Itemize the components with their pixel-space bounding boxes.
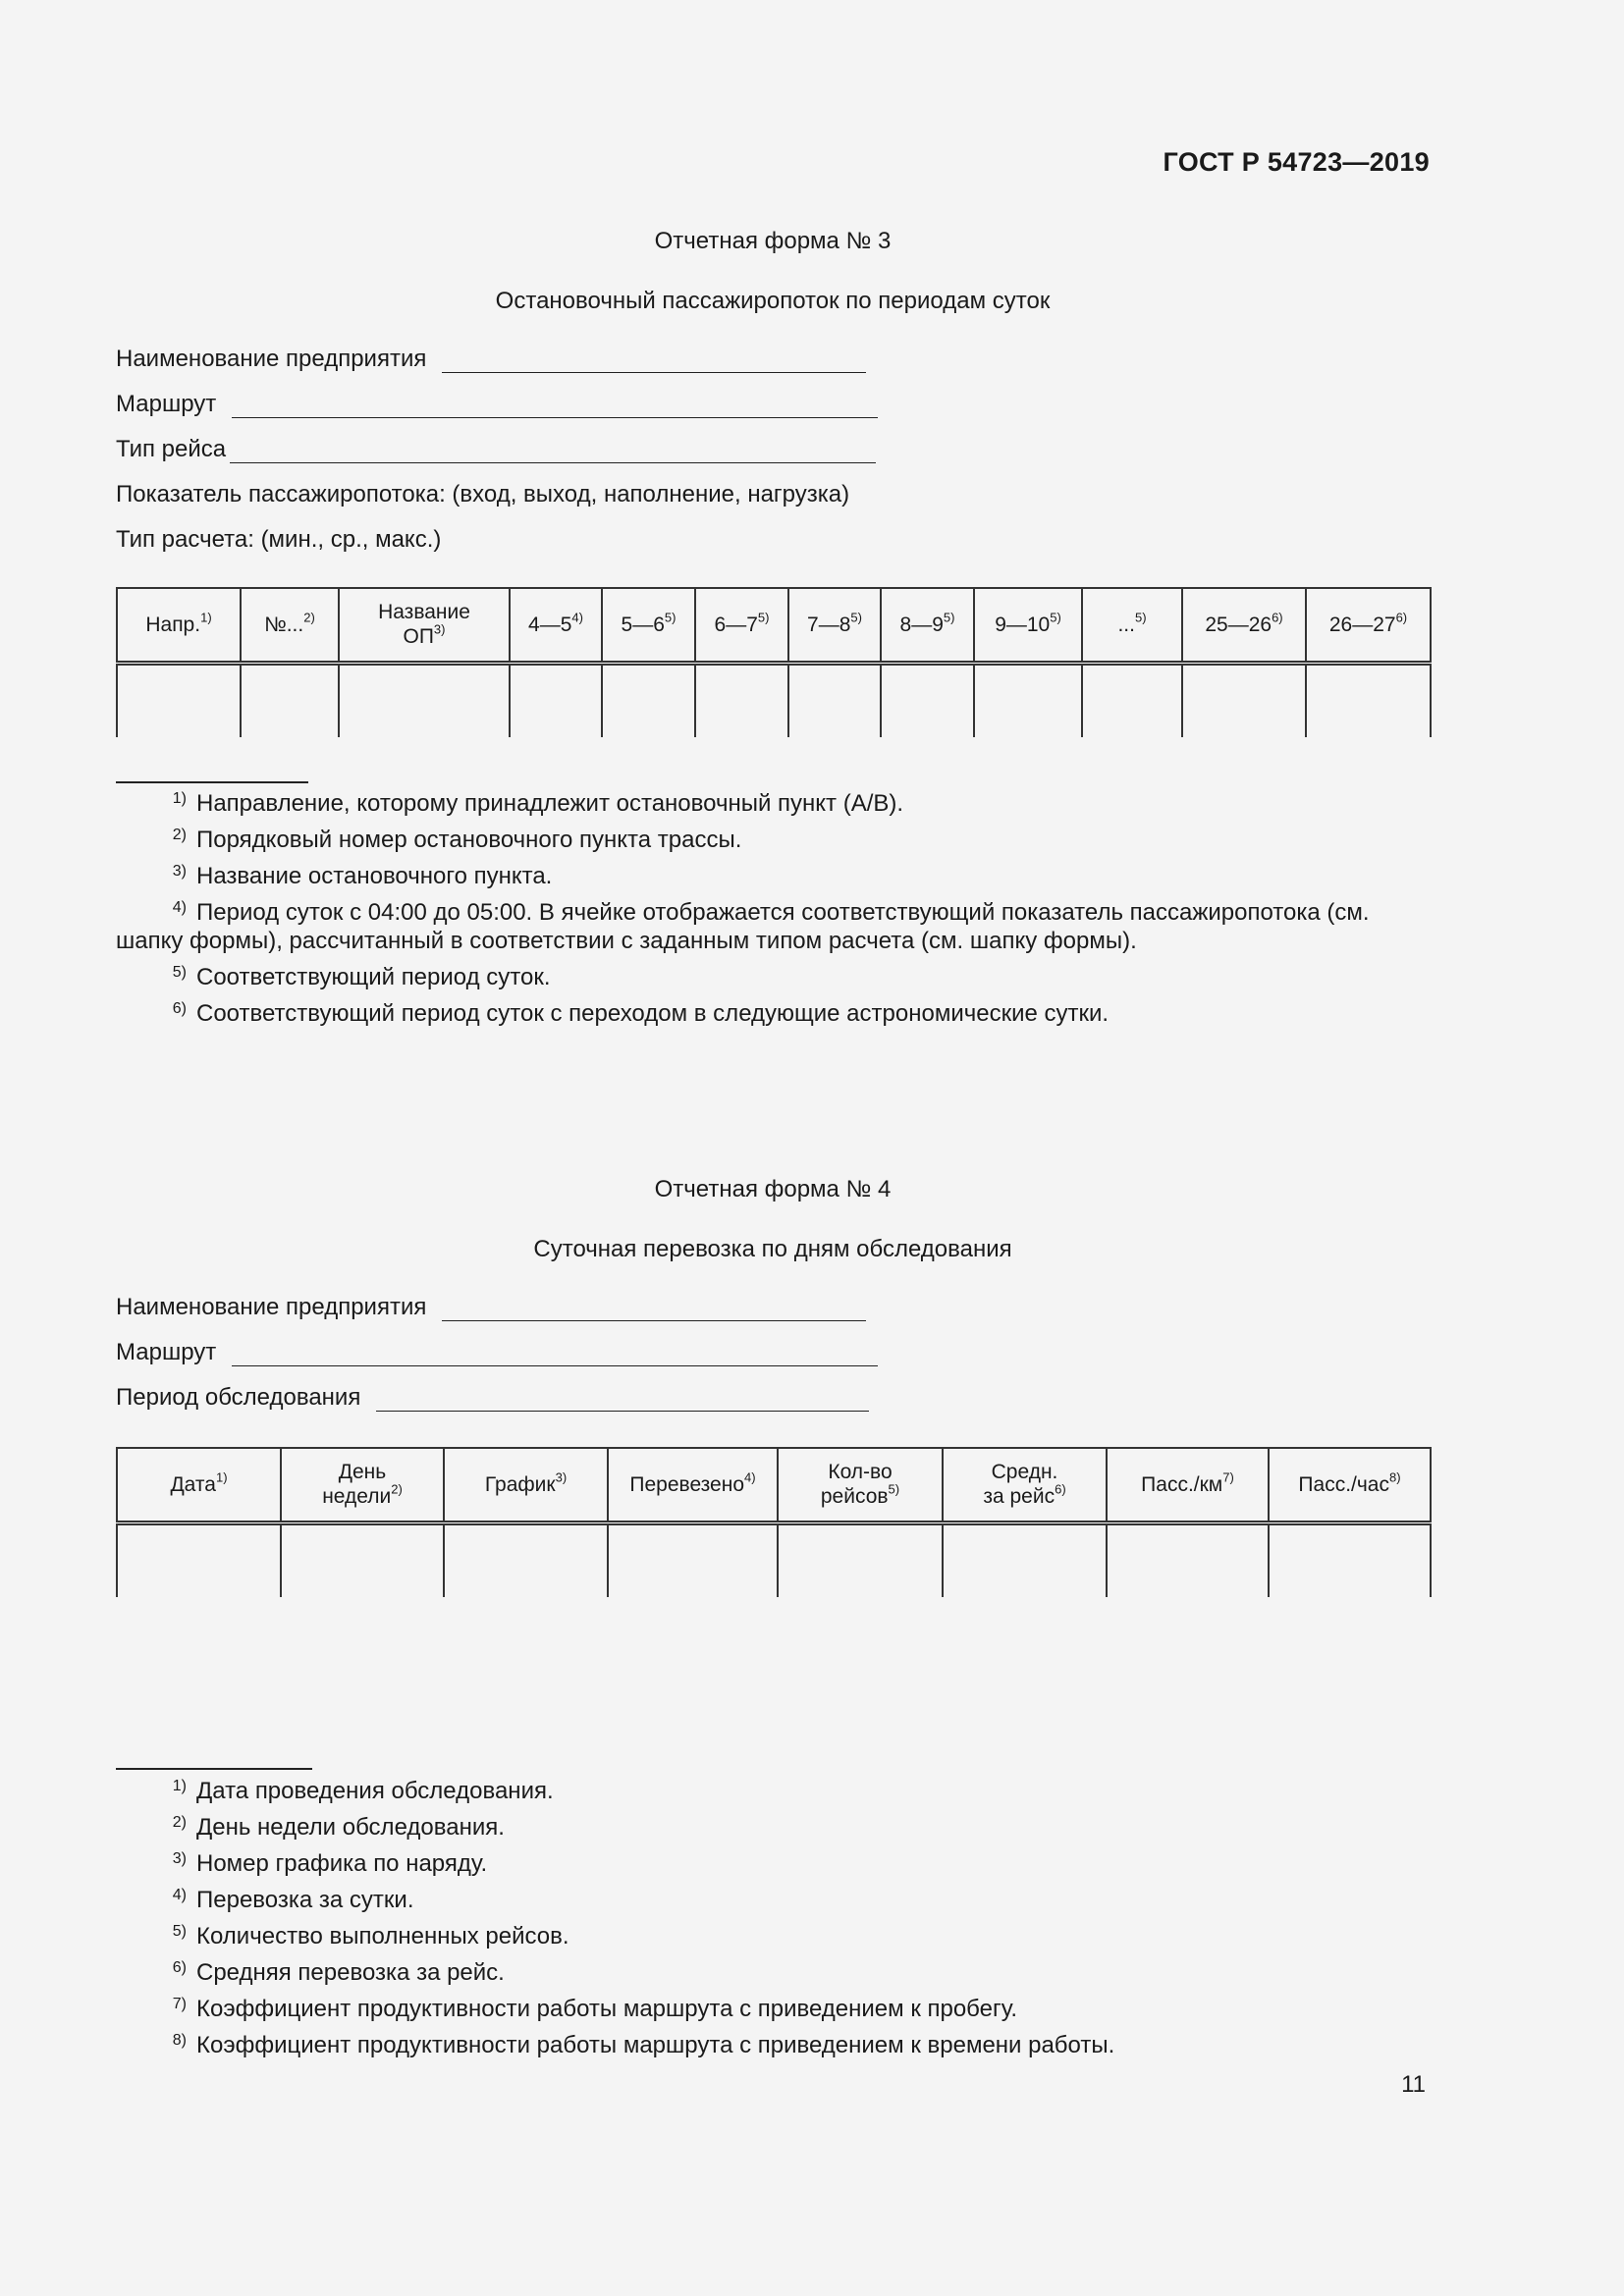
form3-route-field xyxy=(116,391,878,418)
footnote-item: $^{7)}$ Коэффициент продуктивности работы маршрута с приведением к пробегу. xyxy=(172,1996,1018,2022)
footnote-item: $^{6)}$ Средняя перевозка за рейс. xyxy=(172,1959,505,1986)
table-cell xyxy=(339,663,510,737)
table-cell xyxy=(778,1522,943,1597)
table-cell xyxy=(1269,1522,1431,1597)
table-cell xyxy=(444,1522,608,1597)
table-cell xyxy=(602,663,695,737)
col-header-pass-per-hour: Пасс./час$^{8)}$ xyxy=(1269,1448,1431,1522)
table-cell xyxy=(695,663,788,737)
col-header-trips-count: Кол-во рейсов$^{5)}$ xyxy=(778,1448,943,1522)
form3-indicator-line: Показатель пассажиропотока: (вход, выход, наполнение, нагрузка) xyxy=(116,481,850,507)
footnote-item: $^{3)}$ Номер графика по наряду. xyxy=(172,1850,488,1877)
form4-enterprise-field xyxy=(116,1294,866,1321)
fill-line xyxy=(232,1344,878,1366)
table-cell xyxy=(510,663,602,737)
table-cell xyxy=(1182,663,1306,737)
fill-line xyxy=(442,350,866,373)
col-header-period-8-9: 8—9$^{5)}$ xyxy=(881,588,974,663)
field-label: Маршрут xyxy=(116,391,217,417)
footnote-item: $^{1)}$ Направление, которому принадлежит остановочный пункт (А/В). xyxy=(172,790,904,817)
footnote-item: $^{5)}$ Соответствующий период суток. xyxy=(172,964,551,990)
footnote-item: $^{2)}$ День недели обследования. xyxy=(172,1814,505,1841)
fill-line xyxy=(230,441,876,463)
form3-calc-type-line: Тип расчета: (мин., ср., макс.) xyxy=(116,526,442,553)
col-header-stop-name: Название ОП$^{3)}$ xyxy=(339,588,510,663)
field-label: Период обследования xyxy=(116,1384,361,1411)
table-cell xyxy=(281,1522,444,1597)
col-header-transported: Перевезено$^{4)}$ xyxy=(608,1448,778,1522)
table-cell xyxy=(1107,1522,1269,1597)
field-label: Маршрут xyxy=(116,1339,217,1365)
fill-line xyxy=(232,396,878,418)
table-cell xyxy=(241,663,339,737)
col-header-period-4-5: 4—5$^{4)}$ xyxy=(510,588,602,663)
form4-title: Отчетная форма № 4 xyxy=(654,1176,892,1202)
col-header-period-7-8: 7—8$^{5)}$ xyxy=(788,588,881,663)
col-header-weekday: День недели$^{2)}$ xyxy=(281,1448,444,1522)
col-header-period-9-10: 9—10$^{5)}$ xyxy=(974,588,1082,663)
footnote-item: $^{8)}$ Коэффициент продуктивности работы маршрута с приведением к времени работы. xyxy=(172,2032,1115,2058)
footnote-item: $^{4)}$ Период суток с 04:00 до 05:00. В ячейке отображается соответствующий показатель пассажиропотока (см. шапку формы), рассчитанный в соответствии с заданным типом расчета (см. шапку формы). xyxy=(116,899,1370,954)
form3-enterprise-field xyxy=(116,346,866,373)
col-header-schedule: График$^{3)}$ xyxy=(444,1448,608,1522)
footnote-item: $^{3)}$ Название остановочного пункта. xyxy=(172,863,553,889)
footnote-item: $^{4)}$ Перевозка за сутки. xyxy=(172,1887,414,1913)
fill-line xyxy=(442,1299,866,1321)
col-header-period-25-26: 25—26$^{6)}$ xyxy=(1182,588,1306,663)
field-label: Тип рейса xyxy=(116,436,227,462)
form3-footnotes xyxy=(116,789,1432,1028)
form3-title: Отчетная форма № 3 xyxy=(654,228,892,254)
form4-footnotes xyxy=(116,1777,1432,2059)
col-header-period-26-27: 26—27$^{6)}$ xyxy=(1306,588,1431,663)
table-cell xyxy=(788,663,881,737)
table-cell xyxy=(881,663,974,737)
form4-period-field xyxy=(116,1384,869,1412)
table-cell xyxy=(974,663,1082,737)
table-cell xyxy=(117,1522,281,1597)
col-header-period-ellipsis: ...$^{5)}$ xyxy=(1082,588,1182,663)
field-label: Наименование предприятия xyxy=(116,1294,427,1320)
fill-line xyxy=(376,1389,869,1412)
form4-route-field xyxy=(116,1339,878,1366)
col-header-pass-per-km: $Пасс./км^{7)}$ xyxy=(1107,1448,1269,1522)
footnote-item: $^{5)}$ Количество выполненных рейсов. xyxy=(172,1923,569,1949)
col-header-avg-per-trip: Средн. за рейс$^{6)}$ xyxy=(943,1448,1107,1522)
col-header-period-5-6: 5—6$^{5)}$ xyxy=(602,588,695,663)
col-header-number: №...$^{2)}$ xyxy=(241,588,339,663)
form4-subtitle: Суточная перевозка по дням обследования xyxy=(533,1236,1012,1262)
page-number: 11 xyxy=(1401,2071,1426,2098)
table-cell xyxy=(1306,663,1431,737)
form3-table xyxy=(116,587,1432,737)
form4-table xyxy=(116,1447,1432,1597)
table-cell xyxy=(117,663,241,737)
field-label: Наименование предприятия xyxy=(116,346,427,372)
table-row xyxy=(117,663,1431,737)
form3-trip-type-field xyxy=(116,436,876,463)
table-cell xyxy=(943,1522,1107,1597)
table-header-row xyxy=(117,588,1431,663)
form3-subtitle: Остановочный пассажиропоток по периодам суток xyxy=(495,288,1051,314)
table-header-row xyxy=(117,1448,1431,1522)
footnote-separator xyxy=(116,781,308,783)
col-header-period-6-7: 6—7$^{5)}$ xyxy=(695,588,788,663)
footnote-item: $^{2)}$ Порядковый номер остановочного пункта трассы. xyxy=(172,827,742,853)
footnote-separator xyxy=(116,1768,312,1770)
document-code: ГОСТ Р 54723—2019 xyxy=(1163,147,1430,177)
table-cell xyxy=(1082,663,1182,737)
footnote-item: $^{1)}$ Дата проведения обследования. xyxy=(172,1778,554,1804)
footnote-item: $^{6)}$ Соответствующий период суток с переходом в следующие астрономические сутки. xyxy=(172,1000,1110,1027)
col-header-date: Дата$^{1)}$ xyxy=(117,1448,281,1522)
col-header-direction: Напр.$^{1)}$ xyxy=(117,588,241,663)
table-row xyxy=(117,1522,1431,1597)
table-cell xyxy=(608,1522,778,1597)
